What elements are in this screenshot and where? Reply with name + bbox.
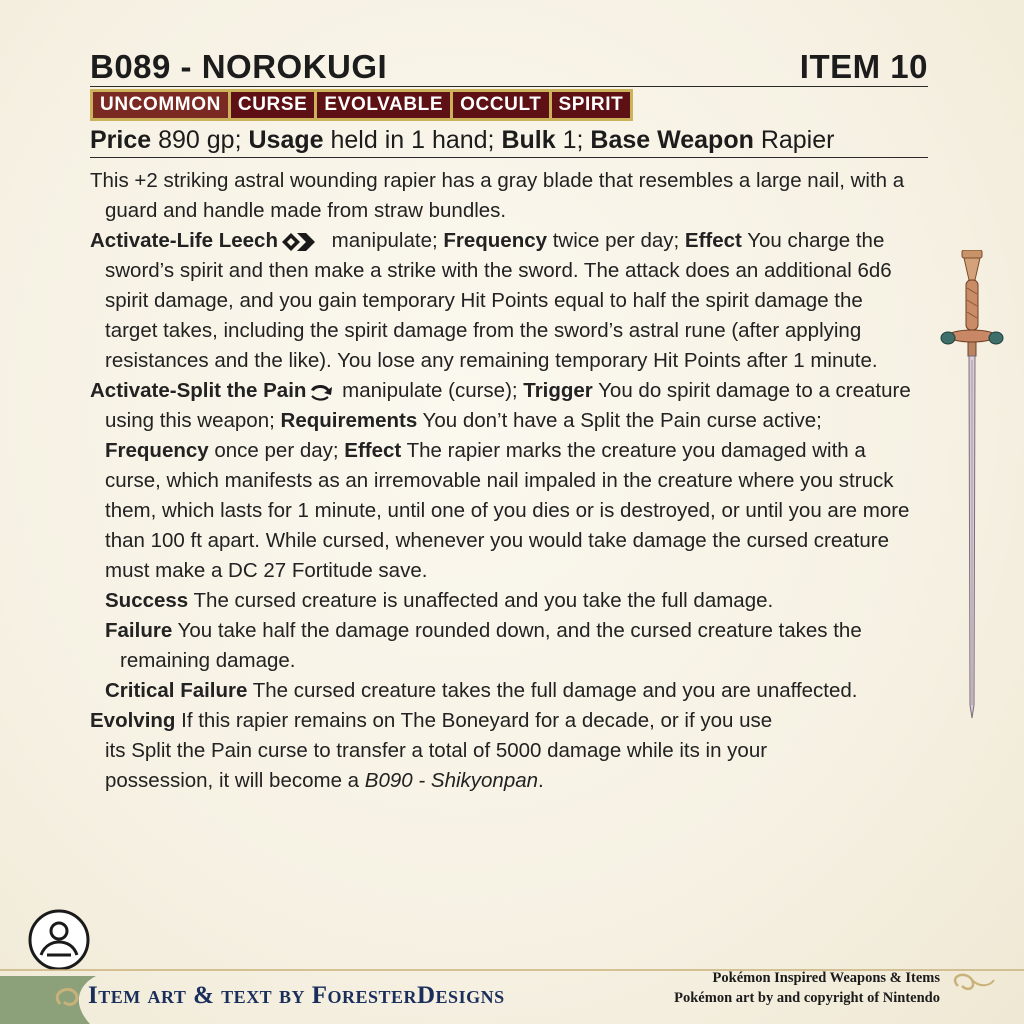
degree-success: Success The cursed creature is unaffected and you take the full damage. (105, 589, 774, 612)
item-title: B089 - NOROKUGI (90, 48, 388, 85)
description: This +2 striking astral wounding rapier has a gray blade that resembles a large nail, with a guard and handle made from straw bundles. (90, 169, 905, 222)
base-weapon-label: Base Weapon (590, 126, 754, 154)
bulk-value: 1; (555, 126, 591, 154)
split-the-pain-label: Activate-Split the Pain (90, 379, 307, 402)
item-info-line (90, 124, 928, 158)
two-action-icon (280, 232, 324, 252)
copyright-line: Pokémon art by and copyright of Nintendo (674, 990, 940, 1006)
item-level: ITEM 10 (799, 48, 928, 85)
trait-curse: CURSE (231, 92, 315, 118)
trait-bar (90, 89, 633, 121)
evolving: Evolving If this rapier remains on The Boneyard for a decade, or if you use its Split the Pain curse to transfer a total of 5000 damage while its in your possession, it will become a B090 - Shikyonpan. (90, 709, 773, 792)
art-credit: Item art & text by ForesterDesigns (88, 982, 505, 1009)
copyright-credits (674, 968, 940, 1008)
trait-occult: OCCULT (453, 92, 548, 118)
base-weapon-value: Rapier (753, 126, 835, 154)
ability-split-the-pain: Activate-Split the Pain manipulate (curse); Trigger You do spirit damage to a creature using this weapon; Requirements You don’t have a Split the Pain curse active; Frequency once per day; Effect The rapier marks the creature you damaged with a curse, which manifests as an irremovable nail impaled in the creature where you struck them, which lasts for 1 minute, until one of you dies or is destroyed, or until you are more than 100 ft apart. While cursed, whenever you would take damage the cursed creature must make a DC 27 Fortitude save. (90, 379, 911, 582)
bulk-label: Bulk (501, 126, 556, 154)
item-header (90, 48, 928, 87)
item-body (90, 166, 920, 796)
degree-critical-failure: Critical Failure The cursed creature takes the full damage and you are unaffected. (105, 679, 858, 702)
series-line: Pokémon Inspired Weapons & Items (712, 970, 940, 986)
usage-label: Usage (248, 126, 324, 154)
price-value: 890 gp; (151, 126, 249, 154)
reaction-icon (308, 382, 334, 402)
trait-uncommon: UNCOMMON (93, 92, 228, 118)
trait-evolvable: EVOLVABLE (317, 92, 450, 118)
ability-life-leech: Activate-Life Leech manipulate; Frequency twice per day; Effect You charge the sword’s spirit and then make a strike with the sword. The attack does an additional 6d6 spirit damage, and you gain temporary Hit Points equal to half the spirit damage the target takes, including the spirit damage from the sword’s astral rune (after applying resistances and the like). You lose any remaining temporary Hit Points after 1 minute. (90, 229, 892, 372)
rapier-illustration (940, 250, 1004, 720)
life-leech-label: Activate-Life Leech (90, 229, 278, 252)
evolution-target: B090 - Shikyonpan (364, 769, 539, 792)
usage-value: held in 1 hand; (323, 126, 502, 154)
degree-failure: Failure You take half the damage rounded down, and the cursed creature takes the remaining damage. (105, 619, 862, 672)
evolving-label: Evolving (90, 709, 176, 732)
price-label: Price (90, 126, 152, 154)
trait-spirit: SPIRIT (552, 92, 631, 118)
